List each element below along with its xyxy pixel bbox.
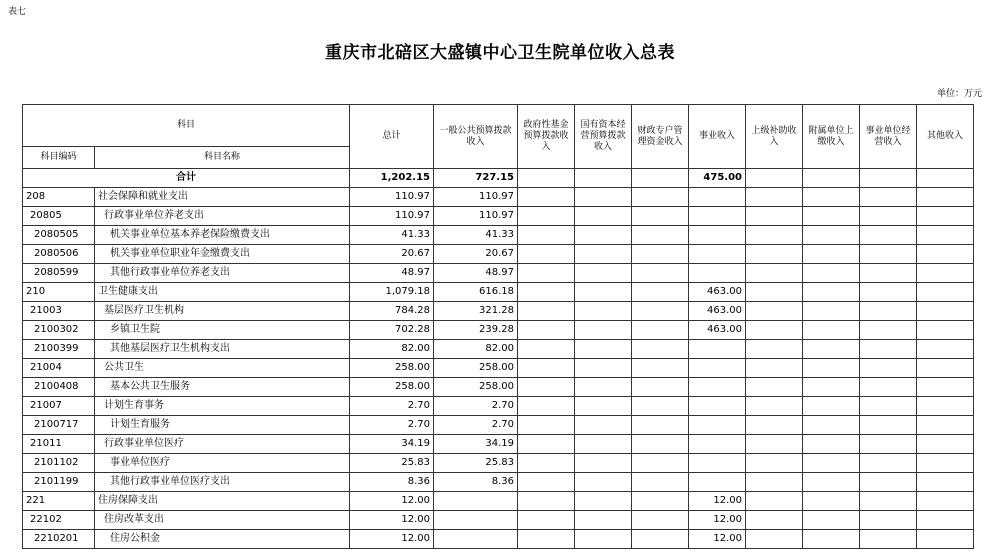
row-value — [632, 530, 689, 549]
row-value — [518, 207, 575, 226]
row-code: 221 — [23, 492, 95, 511]
row-value: 1,079.18 — [350, 283, 434, 302]
row-value — [575, 302, 632, 321]
header-col: 政府性基金预算拨款收入 — [518, 105, 575, 169]
row-value — [746, 511, 803, 530]
row-value — [746, 321, 803, 340]
row-value — [746, 340, 803, 359]
row-value — [917, 511, 974, 530]
row-value — [746, 302, 803, 321]
row-value — [632, 397, 689, 416]
row-value — [917, 435, 974, 454]
row-value — [575, 397, 632, 416]
row-value — [518, 416, 575, 435]
row-value — [632, 435, 689, 454]
row-name: 公共卫生 — [95, 359, 350, 378]
row-value: 463.00 — [689, 321, 746, 340]
row-name: 行政事业单位养老支出 — [95, 207, 350, 226]
row-value: 25.83 — [434, 454, 518, 473]
row-value — [803, 530, 860, 549]
row-code: 2101102 — [23, 454, 95, 473]
header-col: 上级补助收入 — [746, 105, 803, 169]
row-value — [860, 359, 917, 378]
row-code: 2080505 — [23, 226, 95, 245]
header-code: 科目编码 — [23, 147, 95, 169]
row-value — [917, 530, 974, 549]
row-value — [860, 264, 917, 283]
total-cell — [518, 169, 575, 188]
row-value: 258.00 — [434, 378, 518, 397]
table-row — [23, 188, 974, 207]
row-value: 616.18 — [434, 283, 518, 302]
row-value: 110.97 — [350, 188, 434, 207]
row-code: 2080506 — [23, 245, 95, 264]
row-value: 8.36 — [434, 473, 518, 492]
row-value: 12.00 — [689, 530, 746, 549]
row-code: 2100408 — [23, 378, 95, 397]
table-row — [23, 302, 974, 321]
row-code: 21004 — [23, 359, 95, 378]
row-code: 2100399 — [23, 340, 95, 359]
row-code: 20805 — [23, 207, 95, 226]
row-value — [746, 264, 803, 283]
row-value — [917, 492, 974, 511]
row-value — [689, 340, 746, 359]
row-value: 702.28 — [350, 321, 434, 340]
table-row — [23, 283, 974, 302]
row-value — [746, 416, 803, 435]
row-value — [518, 321, 575, 340]
row-value — [689, 207, 746, 226]
row-value — [860, 530, 917, 549]
row-code: 2080599 — [23, 264, 95, 283]
row-value: 463.00 — [689, 283, 746, 302]
row-value — [803, 492, 860, 511]
table-row — [23, 530, 974, 549]
row-name: 行政事业单位医疗 — [95, 435, 350, 454]
row-value — [803, 283, 860, 302]
row-name: 计划生育服务 — [95, 416, 350, 435]
row-value — [575, 226, 632, 245]
row-value — [434, 492, 518, 511]
row-value — [518, 340, 575, 359]
row-code: 2100302 — [23, 321, 95, 340]
row-value: 41.33 — [350, 226, 434, 245]
row-value — [746, 492, 803, 511]
header-col: 总计 — [350, 105, 434, 169]
row-value — [860, 207, 917, 226]
header-col: 事业收入 — [689, 105, 746, 169]
row-value: 34.19 — [434, 435, 518, 454]
row-code: 210 — [23, 283, 95, 302]
row-value: 239.28 — [434, 321, 518, 340]
row-value — [689, 454, 746, 473]
row-code: 21007 — [23, 397, 95, 416]
row-code: 2101199 — [23, 473, 95, 492]
row-value — [689, 435, 746, 454]
row-value — [803, 245, 860, 264]
row-value: 2.70 — [350, 416, 434, 435]
row-value: 34.19 — [350, 435, 434, 454]
row-value — [860, 188, 917, 207]
row-value: 48.97 — [434, 264, 518, 283]
row-value — [746, 226, 803, 245]
row-value — [575, 340, 632, 359]
row-value — [917, 207, 974, 226]
row-value — [803, 454, 860, 473]
row-value — [917, 283, 974, 302]
row-value — [575, 473, 632, 492]
row-value — [575, 378, 632, 397]
row-name: 社会保障和就业支出 — [95, 188, 350, 207]
header-col: 国有资本经营预算拨款收入 — [575, 105, 632, 169]
total-cell — [575, 169, 632, 188]
row-value — [575, 321, 632, 340]
row-code: 22102 — [23, 511, 95, 530]
row-value — [518, 473, 575, 492]
row-value — [575, 530, 632, 549]
total-cell: 727.15 — [434, 169, 518, 188]
row-value — [803, 397, 860, 416]
row-value — [689, 397, 746, 416]
row-value — [917, 264, 974, 283]
row-value — [746, 378, 803, 397]
row-value: 2.70 — [434, 416, 518, 435]
table-row — [23, 416, 974, 435]
row-value — [575, 454, 632, 473]
row-value — [803, 264, 860, 283]
row-value — [803, 302, 860, 321]
row-value — [575, 188, 632, 207]
table-row — [23, 397, 974, 416]
row-value: 2.70 — [434, 397, 518, 416]
row-value — [575, 245, 632, 264]
row-value: 258.00 — [434, 359, 518, 378]
row-value — [746, 454, 803, 473]
row-code: 2100717 — [23, 416, 95, 435]
row-value — [917, 188, 974, 207]
row-value — [518, 492, 575, 511]
row-value — [803, 226, 860, 245]
table-row — [23, 226, 974, 245]
row-value — [575, 511, 632, 530]
row-value — [632, 340, 689, 359]
row-value — [518, 378, 575, 397]
row-value — [632, 188, 689, 207]
row-value — [632, 473, 689, 492]
row-value: 258.00 — [350, 359, 434, 378]
row-value — [917, 397, 974, 416]
row-value — [803, 416, 860, 435]
row-value — [575, 492, 632, 511]
row-value — [803, 207, 860, 226]
row-value: 20.67 — [434, 245, 518, 264]
row-value — [632, 245, 689, 264]
table-row — [23, 378, 974, 397]
table-row — [23, 245, 974, 264]
row-name: 基层医疗卫生机构 — [95, 302, 350, 321]
row-value — [689, 264, 746, 283]
table-row — [23, 359, 974, 378]
row-value — [518, 188, 575, 207]
table-tag: 表七 — [8, 7, 27, 17]
row-name: 机关事业单位基本养老保险缴费支出 — [95, 226, 350, 245]
row-value — [803, 321, 860, 340]
row-value — [917, 245, 974, 264]
row-value — [689, 245, 746, 264]
row-code: 21003 — [23, 302, 95, 321]
row-value — [917, 473, 974, 492]
row-value: 463.00 — [689, 302, 746, 321]
row-value — [746, 283, 803, 302]
row-value — [575, 207, 632, 226]
row-value — [917, 340, 974, 359]
row-value — [632, 492, 689, 511]
row-name: 卫生健康支出 — [95, 283, 350, 302]
row-name: 计划生育事务 — [95, 397, 350, 416]
row-value — [632, 511, 689, 530]
row-value — [434, 511, 518, 530]
row-value — [689, 226, 746, 245]
row-value: 20.67 — [350, 245, 434, 264]
row-name: 事业单位医疗 — [95, 454, 350, 473]
row-value: 12.00 — [689, 511, 746, 530]
row-value — [746, 473, 803, 492]
income-table — [22, 104, 974, 549]
row-name: 基本公共卫生服务 — [95, 378, 350, 397]
row-value — [518, 226, 575, 245]
row-value: 321.28 — [434, 302, 518, 321]
row-value — [518, 397, 575, 416]
row-value: 25.83 — [350, 454, 434, 473]
row-value — [632, 264, 689, 283]
row-value — [575, 416, 632, 435]
row-value: 12.00 — [350, 511, 434, 530]
row-value — [632, 359, 689, 378]
row-value — [803, 340, 860, 359]
row-value — [860, 245, 917, 264]
table-row — [23, 321, 974, 340]
row-value — [860, 492, 917, 511]
row-name: 其他行政事业单位医疗支出 — [95, 473, 350, 492]
row-value — [860, 226, 917, 245]
table-row — [23, 492, 974, 511]
row-name: 其他基层医疗卫生机构支出 — [95, 340, 350, 359]
row-value — [803, 511, 860, 530]
row-code: 2210201 — [23, 530, 95, 549]
row-value: 110.97 — [434, 188, 518, 207]
row-value — [917, 302, 974, 321]
row-value — [689, 359, 746, 378]
row-value — [860, 378, 917, 397]
row-value — [803, 359, 860, 378]
total-cell: 1,202.15 — [350, 169, 434, 188]
row-value — [803, 435, 860, 454]
row-value — [518, 454, 575, 473]
row-value — [518, 530, 575, 549]
row-value — [632, 454, 689, 473]
row-value — [746, 245, 803, 264]
header-col: 财政专户管理资金收入 — [632, 105, 689, 169]
row-value — [860, 435, 917, 454]
row-value — [518, 511, 575, 530]
row-name: 其他行政事业单位养老支出 — [95, 264, 350, 283]
row-value — [689, 416, 746, 435]
row-value — [803, 188, 860, 207]
row-value — [575, 359, 632, 378]
row-value — [632, 378, 689, 397]
row-value: 82.00 — [350, 340, 434, 359]
row-value — [860, 473, 917, 492]
row-value — [860, 454, 917, 473]
header-col: 一般公共预算拨款收入 — [434, 105, 518, 169]
header-col: 其他收入 — [917, 105, 974, 169]
row-value — [746, 435, 803, 454]
row-value — [860, 283, 917, 302]
total-row — [23, 169, 974, 188]
row-value — [746, 530, 803, 549]
table-row — [23, 264, 974, 283]
row-value: 258.00 — [350, 378, 434, 397]
row-value — [860, 302, 917, 321]
row-value — [917, 454, 974, 473]
unit-label: 单位：万元 — [936, 89, 982, 99]
row-code: 208 — [23, 188, 95, 207]
row-value — [518, 435, 575, 454]
row-value — [632, 416, 689, 435]
row-value — [518, 245, 575, 264]
row-value — [632, 302, 689, 321]
table-row — [23, 511, 974, 530]
total-cell: 475.00 — [689, 169, 746, 188]
header-name: 科目名称 — [95, 147, 350, 169]
row-value: 82.00 — [434, 340, 518, 359]
header-col: 附属单位上缴收入 — [803, 105, 860, 169]
row-name: 机关事业单位职业年金缴费支出 — [95, 245, 350, 264]
row-name: 住房公积金 — [95, 530, 350, 549]
total-cell — [746, 169, 803, 188]
table-row — [23, 454, 974, 473]
header-col: 事业单位经营收入 — [860, 105, 917, 169]
row-value — [632, 207, 689, 226]
row-value — [917, 226, 974, 245]
row-value — [518, 283, 575, 302]
row-value — [803, 378, 860, 397]
row-value: 12.00 — [350, 530, 434, 549]
row-value: 12.00 — [689, 492, 746, 511]
header-subject: 科目 — [23, 105, 350, 147]
row-value — [860, 397, 917, 416]
row-value: 41.33 — [434, 226, 518, 245]
total-cell — [917, 169, 974, 188]
table-row — [23, 340, 974, 359]
total-label: 合计 — [23, 169, 350, 188]
row-value: 110.97 — [350, 207, 434, 226]
table-row — [23, 473, 974, 492]
row-value: 784.28 — [350, 302, 434, 321]
row-value — [518, 264, 575, 283]
row-value: 12.00 — [350, 492, 434, 511]
row-name: 住房保障支出 — [95, 492, 350, 511]
row-value — [746, 188, 803, 207]
row-value — [632, 226, 689, 245]
row-value — [917, 359, 974, 378]
total-cell — [632, 169, 689, 188]
row-value — [860, 511, 917, 530]
row-code: 21011 — [23, 435, 95, 454]
row-value — [434, 530, 518, 549]
row-value — [689, 188, 746, 207]
row-value — [860, 321, 917, 340]
row-name: 乡镇卫生院 — [95, 321, 350, 340]
row-name: 住房改革支出 — [95, 511, 350, 530]
row-value — [575, 264, 632, 283]
row-value — [689, 378, 746, 397]
row-value — [917, 378, 974, 397]
row-value — [575, 435, 632, 454]
row-value — [632, 321, 689, 340]
row-value: 8.36 — [350, 473, 434, 492]
row-value — [803, 473, 860, 492]
row-value — [917, 321, 974, 340]
row-value — [746, 397, 803, 416]
total-cell — [860, 169, 917, 188]
row-value — [746, 207, 803, 226]
row-value — [518, 359, 575, 378]
row-value: 48.97 — [350, 264, 434, 283]
table-row — [23, 435, 974, 454]
row-value: 110.97 — [434, 207, 518, 226]
total-cell — [803, 169, 860, 188]
row-value — [860, 416, 917, 435]
row-value — [518, 302, 575, 321]
row-value — [632, 283, 689, 302]
page-title: 重庆市北碚区大盛镇中心卫生院单位收入总表 — [325, 43, 675, 63]
row-value — [689, 473, 746, 492]
row-value: 2.70 — [350, 397, 434, 416]
row-value — [575, 283, 632, 302]
row-value — [917, 416, 974, 435]
row-value — [860, 340, 917, 359]
table-row — [23, 207, 974, 226]
row-value — [746, 359, 803, 378]
